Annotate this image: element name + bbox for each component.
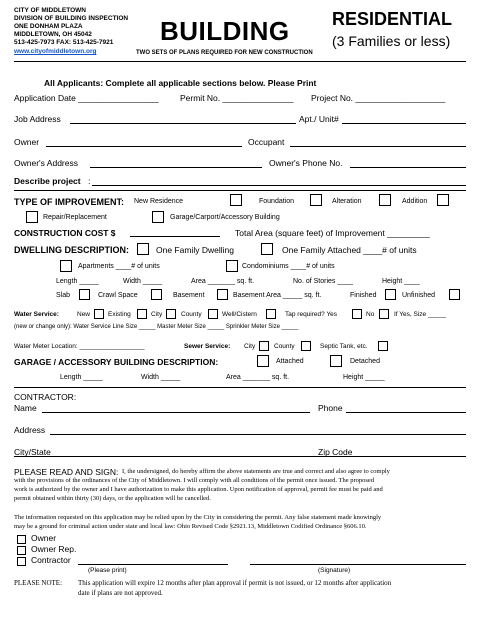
condominiums-checkbox[interactable]: [226, 260, 238, 272]
dwelling-width-field[interactable]: Width _____: [123, 278, 163, 285]
families-subheading: (3 Families or less): [332, 33, 451, 49]
owners-phone-input[interactable]: [350, 167, 466, 168]
section-divider: [14, 190, 466, 191]
contractor-label: CONTRACTOR:: [14, 392, 77, 402]
describe-project-label: Describe project: [14, 176, 81, 186]
septic-checkbox[interactable]: [378, 341, 388, 351]
garage-detached-label: Detached: [350, 358, 380, 365]
tap-size-field[interactable]: If Yes, Size _____: [394, 311, 447, 318]
water-county-checkbox[interactable]: [208, 309, 218, 319]
header-divider: [14, 61, 466, 62]
note-line-2: date if plans are not approved.: [78, 589, 163, 597]
water-service-label: Water Service:: [14, 311, 59, 318]
one-family-checkbox[interactable]: [137, 243, 149, 255]
garage-width-field[interactable]: Width _____: [141, 374, 181, 381]
contractor-role-checkbox[interactable]: [17, 557, 26, 566]
garage-attached-label: Attached: [276, 358, 304, 365]
slab-label: Slab: [56, 292, 71, 299]
crawl-space-label: Crawl Space: [98, 292, 138, 299]
permit-no-field[interactable]: Permit No. _______________: [180, 93, 294, 103]
sewer-city-label: City: [244, 343, 256, 350]
water-meter-location-field[interactable]: Water Meter Location: __________________: [14, 343, 145, 350]
finished-label: Finished: [350, 292, 377, 299]
repair-replacement-label: Repair/Replacement: [43, 214, 107, 221]
water-line-sizes[interactable]: (new or change only): Water Service Line Size _____ Master Meter Size _____ Sprinkler Meter Size _____: [14, 324, 299, 330]
section-divider: [14, 387, 466, 388]
phone-fax: 513-425-7973 FAX: 513-425-7921: [14, 39, 114, 46]
instructions: All Applicants: Complete all applicable sections below. Please Print: [44, 78, 317, 88]
new-residence-label: New Residence: [134, 198, 184, 205]
garage-length-field[interactable]: Length _____: [60, 374, 103, 381]
crawl-space-checkbox[interactable]: [151, 289, 162, 300]
water-existing-checkbox[interactable]: [137, 309, 147, 319]
affirmation-line-4: permit obtained within thirty (30) days, or the application will be cancelled.: [14, 495, 211, 502]
owner-label: Owner: [14, 137, 40, 147]
owners-phone-label: Owner's Phone No.: [269, 158, 343, 168]
affirmation-line-2: with the provisions of the ordinances of the City of Middletown. I will comply with all conditions of the permit once issued. The proposed: [14, 477, 375, 484]
owner-role-label: Owner: [31, 533, 57, 543]
legal-line-1: The information requested on this application may be relied upon by the City in considering the permit. Any false statement made knowingly: [14, 514, 382, 521]
water-city-label: City: [151, 311, 163, 318]
affirmation-line-3: work is authorized by the owner and I have authorization to make this application. Upon notification of approval, permit fee must be paid and: [14, 486, 383, 493]
occupant-label: Occupant: [248, 137, 285, 147]
construction-cost-input[interactable]: [130, 236, 220, 237]
signature-line[interactable]: [250, 564, 466, 565]
sewer-service-label: Sewer Service:: [184, 343, 231, 350]
read-and-sign-heading: PLEASE READ AND SIGN:: [14, 467, 119, 477]
dwelling-description-label: DWELLING DESCRIPTION:: [14, 245, 129, 255]
dwelling-length-field[interactable]: Length _____: [56, 278, 99, 285]
foundation-label: Foundation: [259, 198, 295, 205]
print-name-line[interactable]: [78, 564, 228, 565]
sewer-county-label: County: [274, 343, 295, 350]
plans-note: TWO SETS OF PLANS REQUIRED FOR NEW CONSTRUCTION: [136, 50, 313, 56]
alteration-label: Alteration: [332, 198, 362, 205]
project-no-field[interactable]: Project No. ___________________: [311, 93, 446, 103]
sewer-county-checkbox[interactable]: [301, 341, 311, 351]
job-address-label: Job Address: [14, 114, 61, 124]
garage-detached-checkbox[interactable]: [330, 355, 342, 367]
dwelling-area-field[interactable]: Area _______ sq. ft.: [191, 278, 255, 285]
note-line-1: This application will expire 12 months after plan approval if permit is not issued, or 12 months after application: [78, 579, 392, 587]
finished-checkbox[interactable]: [385, 289, 396, 300]
type-of-improvement-label: TYPE OF IMPROVEMENT:: [14, 197, 125, 207]
owner-input[interactable]: [46, 146, 242, 147]
describe-project-input[interactable]: [92, 185, 466, 186]
page-title: BUILDING: [160, 16, 290, 46]
signature-caption: (Signature): [318, 567, 351, 574]
owner-rep-role-label: Owner Rep.: [31, 544, 77, 554]
apartments-label[interactable]: Apartments ____# of units: [78, 263, 160, 270]
apartments-checkbox[interactable]: [60, 260, 72, 272]
stories-field[interactable]: No. of Stories ____: [293, 278, 353, 285]
owners-address-label: Owner's Address: [14, 158, 78, 168]
contractor-address-input[interactable]: [50, 434, 466, 435]
apt-unit-label: Apt./ Unit#: [299, 114, 339, 124]
water-well-checkbox[interactable]: [266, 309, 276, 319]
garage-height-field[interactable]: Height _____: [343, 374, 385, 381]
basement-label: Basement: [173, 292, 205, 299]
tap-no-checkbox[interactable]: [379, 309, 389, 319]
condominiums-label[interactable]: Condominiums ____# of units: [242, 263, 335, 270]
garage-description-label: GARAGE / ACCESSORY BUILDING DESCRIPTION:: [14, 357, 219, 367]
contractor-role-label: Contractor: [31, 555, 71, 565]
sewer-city-checkbox[interactable]: [259, 341, 269, 351]
application-date-field[interactable]: Application Date _________________: [14, 93, 159, 103]
garage-carport-label: Garage/Carport/Accessory Building: [170, 214, 280, 221]
tap-required-label: Tap required? Yes: [285, 311, 338, 318]
contractor-zip-label: Zip Code: [318, 447, 353, 457]
city-state-zip: MIDDLETOWN, OH 45042: [14, 31, 92, 38]
website-link[interactable]: www.cityofmiddletown.org: [14, 48, 97, 55]
water-well-label: Well/Cistern: [222, 311, 257, 318]
water-new-label: New: [77, 311, 91, 318]
please-note-label: PLEASE NOTE:: [14, 579, 63, 587]
alteration-checkbox[interactable]: [379, 194, 391, 206]
total-area-field[interactable]: Total Area (square feet) of Improvement _________: [235, 228, 430, 238]
contractor-address-label: Address: [14, 425, 46, 435]
addition-label: Addition: [402, 198, 428, 205]
construction-cost-label: CONSTRUCTION COST $: [14, 228, 116, 238]
garage-area-field[interactable]: Area _______ sq. ft.: [226, 374, 290, 381]
legal-line-2: may be a ground for criminal action under state and local law: Ohio Revised Code §2921.13, Middletown Codified Ordinance §606.10.: [14, 523, 367, 530]
garage-carport-checkbox[interactable]: [152, 211, 164, 223]
one-family-attached-label[interactable]: One Family Attached ____# of units: [282, 245, 417, 255]
contractor-city-state-label: City/State: [14, 447, 51, 457]
affirmation-line-1: I, the undersigned, do hereby affirm the above statements are true and correct and also agree to comply: [122, 468, 390, 475]
tap-yes-checkbox[interactable]: [352, 309, 362, 319]
basement-checkbox[interactable]: [217, 289, 228, 300]
apt-unit-input[interactable]: [342, 123, 466, 124]
water-city-checkbox[interactable]: [166, 309, 176, 319]
owner-role-checkbox[interactable]: [17, 535, 26, 544]
repair-replacement-checkbox[interactable]: [26, 211, 38, 223]
contractor-city-state-input[interactable]: [14, 456, 466, 457]
owners-address-input[interactable]: [90, 167, 262, 168]
occupant-input[interactable]: [290, 146, 466, 147]
unfinished-checkbox[interactable]: [449, 289, 460, 300]
water-existing-label: Existing: [108, 311, 131, 318]
addition-checkbox[interactable]: [437, 194, 449, 206]
contractor-phone-label: Phone: [318, 403, 343, 413]
water-new-checkbox[interactable]: [94, 309, 104, 319]
slab-checkbox[interactable]: [79, 289, 90, 300]
street-address: ONE DONHAM PLAZA: [14, 23, 83, 30]
contractor-name-input[interactable]: [42, 412, 310, 413]
one-family-label: One Family Dwelling: [156, 245, 234, 255]
dwelling-height-field[interactable]: Height ____: [382, 278, 420, 285]
one-family-attached-checkbox[interactable]: [261, 243, 273, 255]
water-county-label: County: [181, 311, 202, 318]
residential-heading: RESIDENTIAL: [332, 9, 453, 29]
foundation-checkbox[interactable]: [310, 194, 322, 206]
contractor-phone-input[interactable]: [346, 412, 466, 413]
job-address-input[interactable]: [70, 123, 296, 124]
unfinished-label: Unfinished: [402, 292, 436, 299]
tap-no-label: No: [366, 311, 375, 318]
owner-rep-role-checkbox[interactable]: [17, 546, 26, 555]
new-residence-checkbox[interactable]: [230, 194, 242, 206]
septic-label: Septic Tank, etc.: [320, 343, 368, 350]
print-name-caption: (Please print): [88, 567, 127, 574]
basement-area-field[interactable]: Basement Area _____ sq. ft.: [233, 292, 322, 299]
contractor-name-label: Name: [14, 403, 37, 413]
city-name: CITY OF MIDDLETOWN: [14, 7, 86, 14]
division-name: DIVISION OF BUILDING INSPECTION: [14, 15, 129, 22]
garage-attached-checkbox[interactable]: [257, 355, 269, 367]
